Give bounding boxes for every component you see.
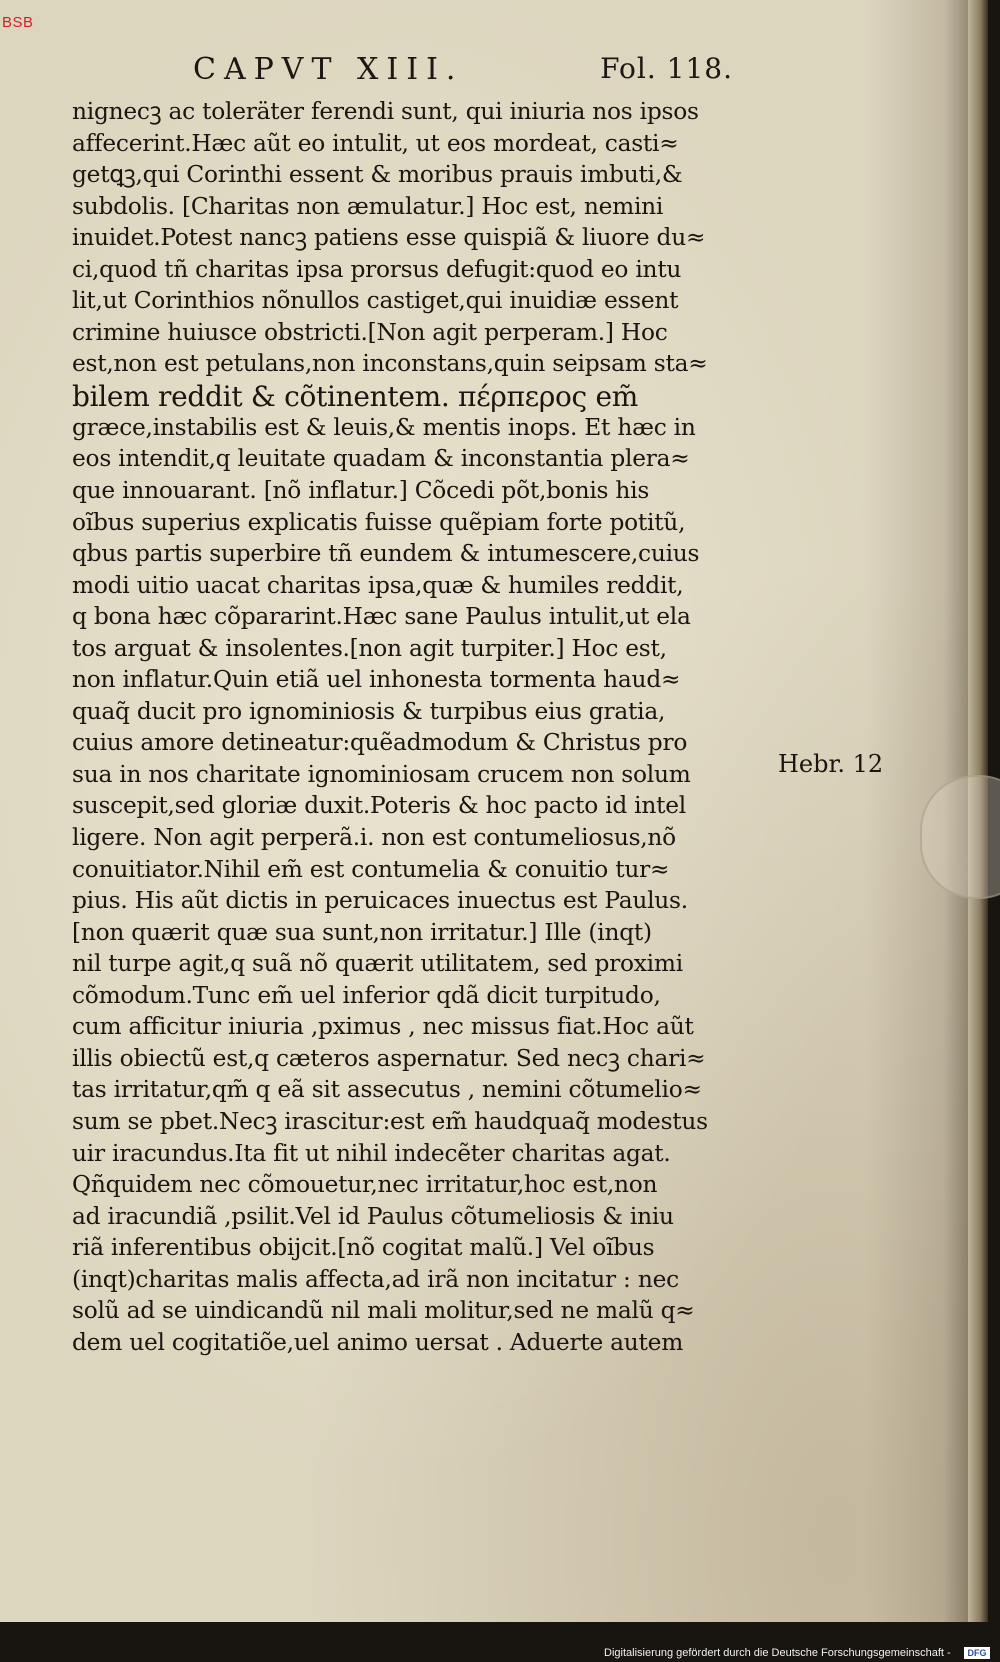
text-line: tas irritatur,qm̃ q eã sit assecutus , nemini cõtumelio≈: [72, 1076, 702, 1104]
text-line: cõmodum.Tunc em̃ uel inferior qdã dicit turpitudo,: [72, 981, 661, 1009]
folio-number: Fol. 118.: [600, 52, 733, 85]
text-line: cum afficitur iniuria ,pximus , nec missus fiat.Hoc aũt: [72, 1013, 694, 1041]
text-line: ligere. Non agit perperã.i. non est contumeliosus,nõ: [72, 824, 676, 852]
text-line: bilem reddit & cõtinentem. πέρπερος em̃: [72, 379, 639, 413]
text-line: qbus partis superbire tñ eundem & intumescere,cuius: [72, 540, 700, 568]
text-line: sum se pbet.Necꝫ irascitur:est em̃ haudquaq̃ modestus: [72, 1107, 708, 1135]
dfg-logo: DFG: [964, 1647, 990, 1659]
text-line: nil turpe agit,q suã nõ quærit utilitatem, sed proximi: [72, 950, 683, 978]
text-line: pius. His aũt dictis in peruicaces inuectus est Paulus.: [72, 887, 688, 915]
text-line: uir iracundus.Ita fit ut nihil indecẽter charitas agat.: [72, 1139, 671, 1167]
chapter-heading: CAPVT XIII.: [193, 52, 464, 87]
text-line: est,non est petulans,non inconstans,quin seipsam sta≈: [72, 350, 708, 378]
text-line: quaq̃ ducit pro ignominiosis & turpibus eius gratia,: [72, 697, 666, 725]
text-line: cuius amore detineatur:quẽadmodum & Christus pro: [72, 729, 688, 757]
text-line: suscepit,sed gloriæ duxit.Poteris & hoc pacto id intel: [72, 792, 686, 820]
text-line: modi uitio uacat charitas ipsa,quæ & humiles reddit,: [72, 571, 684, 599]
text-line: græce,instabilis est & leuis,& mentis inops. Et hæc in: [72, 413, 696, 441]
text-line: ci,quod tñ charitas ipsa prorsus defugit:quod eo intu: [72, 255, 682, 283]
text-line: Qñquidem nec cõmouetur,nec irritatur,hoc est,non: [72, 1171, 658, 1199]
bsb-logo: BSB: [2, 14, 34, 31]
running-head: [193, 52, 733, 92]
text-line: conuitiator.Nihil em̃ est contumelia & conuitio tur≈: [72, 855, 670, 883]
text-line: que innouarant. [nõ inflatur.] Cõcedi põt,bonis his: [72, 477, 650, 505]
page-clip-mark: [920, 775, 1000, 899]
text-line: eos intendit,q leuitate quadam & inconstantia plera≈: [72, 445, 690, 473]
text-line: sua in nos charitate ignominiosam crucem non solum: [72, 760, 691, 788]
text-line: nignecꝫ ac toleräter ferendi sunt, qui iniuria nos ipsos: [72, 98, 699, 125]
text-line: crimine huiusce obstricti.[Non agit perperam.] Hoc: [72, 318, 668, 346]
text-line: q bona hæc cõpararint.Hæc sane Paulus intulit,ut ela: [72, 603, 691, 631]
text-line: (inqt)charitas malis affecta,ad irã non incitatur : nec: [72, 1265, 679, 1293]
marginal-note: Hebr. 12: [778, 750, 884, 778]
text-line: solũ ad se uindicandũ nil mali molitur,sed ne malũ q≈: [72, 1297, 695, 1325]
text-line: affecerint.Hæc aũt eo intulit, ut eos mordeat, casti≈: [72, 129, 679, 157]
text-line: tos arguat & insolentes.[non agit turpiter.] Hoc est,: [72, 634, 667, 662]
text-line: non inflatur.Quin etiã uel inhonesta tormenta haud≈: [72, 666, 681, 694]
text-line: illis obiectũ est,q cæteros aspernatur. Sed necꝫ chari≈: [72, 1044, 706, 1072]
text-line: oĩbus superius explicatis fuisse quẽpiam forte potitũ,: [72, 508, 686, 536]
text-line: ad iracundiã ,psilit.Vel id Paulus cõtumeliosis & iniu: [72, 1202, 674, 1230]
text-line: subdolis. [Charitas non æmulatur.] Hoc est, nemini: [72, 192, 664, 220]
text-line: [non quærit quæ sua sunt,non irritatur.] Ille (inqt): [72, 918, 652, 946]
body-text: [72, 96, 772, 1358]
footer-credit: Digitalisierung gefördert durch die Deutsche Forschungsgemeinschaft -: [604, 1647, 951, 1659]
text-line: dem uel cogitatiõe,uel animo uersat . Aduerte autem: [72, 1328, 684, 1356]
text-line: lit,ut Corinthios nõnullos castiget,qui inuidiæ essent: [72, 287, 679, 315]
text-line: riã inferentibus obijcit.[nõ cogitat malũ.] Vel oĩbus: [72, 1234, 655, 1262]
text-line: getꝗꝫ,qui Corinthi essent & moribus prauis imbuti,&: [72, 161, 683, 189]
text-line: inuidet.Potest nancꝫ patiens esse quispiã & liuore du≈: [72, 224, 706, 252]
